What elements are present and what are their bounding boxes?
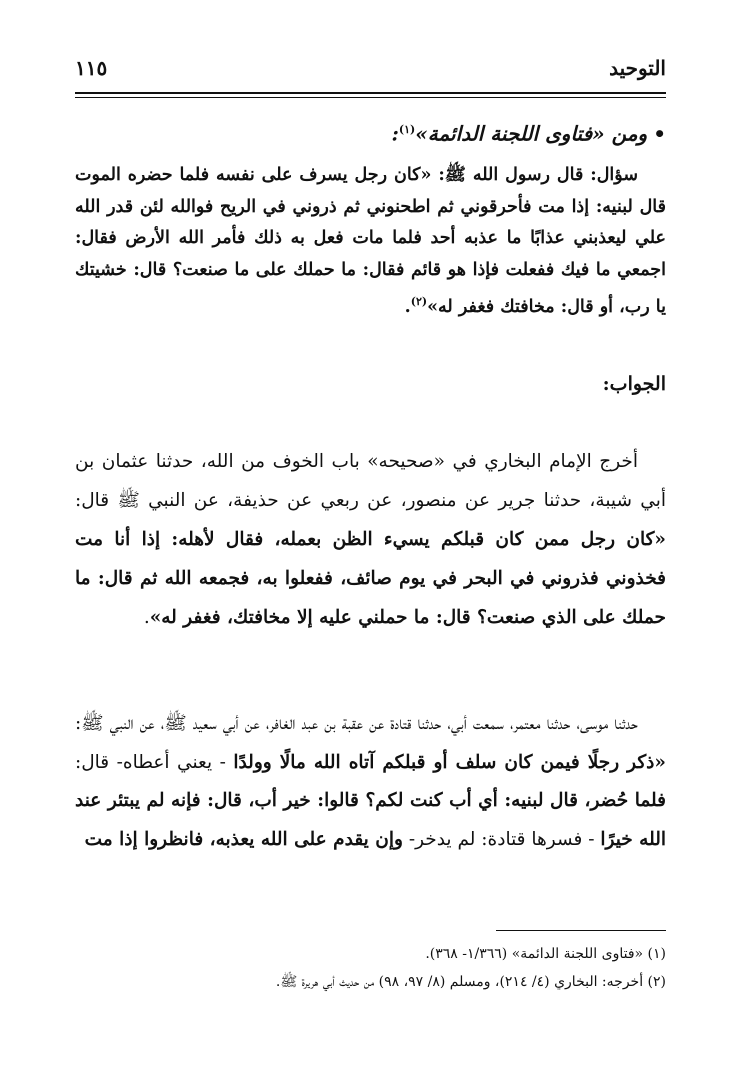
intro-text: ومن «فتاوى اللجنة الدائمة» [415, 121, 648, 146]
p2-narration: حدثنا موسى، حدثنا معتمر، سمعت أبي، حدثنا قتادة عن عقبة بن عبد الغافر، عن أبي سعيد ﷺ، عن النبي ﷺ: [75, 713, 638, 734]
p2-hadith-2: فلما حُضر، قال لبنيه: أي أب كنت لكم؟ قالوا: خير أب، قال: فإنه لم يبتئر عند الله خيرًا [75, 790, 666, 850]
footnote-rule [496, 930, 666, 931]
p2-gloss-2: - فسرها قتادة: لم يدخر- [402, 828, 601, 850]
p2-hadith-1: «ذكر رجلًا فيمن كان سلف أو قبلكم آتاه الله مالًا وولدًا [233, 751, 666, 773]
intro-tail: : [391, 121, 399, 146]
header-rule-thick [75, 92, 666, 94]
p2-gloss-1: - يعني أعطاه- قال: [75, 751, 234, 773]
p1-hadith: «كان رجل ممن كان قبلكم يسيء الظن بعمله، فقال لأهله: إذا أنا مت فخذوني فذروني في البحر في يوم صائف، ففعلوا به، فجمعه الله ثم قال: ما حملك على الذي صنعت؟ قال: ما حملني عليه إلا مخافتك، فغفر له» [75, 529, 666, 628]
answer-heading: الجواب: [602, 373, 666, 395]
header-rule-thin [75, 97, 666, 98]
question-text: قال رسول الله ﷺ: «كان رجل يسرف على نفسه فلما حضره الموت قال لبنيه: إذا مت فأحرقوني ثم اطحنوني ثم ذروني في الريح فوالله لئن قدر الله علي ليعذبني عذابًا ما عذبه أحد فلما مات فعل به ذلك فأمر الله الأرض فقال: اجمعي ما فيك ففعلت فإذا هو قائم فقال: ما حملك على ما صنعت؟ قال: خشيتك يا رب، أو قال: مخافتك فغفر له» [75, 165, 666, 317]
footnote-ref-1: (١) [398, 123, 416, 136]
bullet-icon: • [653, 121, 666, 146]
footnotes [75, 940, 666, 996]
footnote-2: (٢) أخرجه: البخاري (٤/ ٢١٤)، ومسلم (٨/ ٩٧، ٩٨) من حديث أبي هريرة ﷺ. [275, 974, 666, 990]
p1-end: . [143, 607, 150, 628]
footnote-ref-2: (٢) [410, 295, 428, 308]
p2-hadith-3: وإن يقدم على الله يعذبه، فانظروا إذا مت [84, 828, 403, 850]
question-tail: . [404, 296, 411, 317]
question-block [75, 160, 666, 323]
footnote-1: (١) «فتاوى اللجنة الدائمة» (١/٣٦٦- ٣٦٨). [425, 946, 666, 962]
section-intro [75, 110, 666, 154]
answer-paragraph-2 [75, 705, 666, 859]
running-title: التوحيد [609, 56, 666, 80]
page-header [75, 48, 666, 88]
p1-narration: أخرج الإمام البخاري في «صحيحه» باب الخوف من الله، حدثنا عثمان بن أبي شيبة، حدثنا جرير عن منصور، عن ربعي عن حذيفة، عن النبي ﷺ قال: [75, 451, 666, 511]
page-number: ١١٥ [75, 56, 108, 80]
question-label: سؤال: [590, 165, 638, 185]
answer-paragraph-1 [75, 442, 666, 637]
